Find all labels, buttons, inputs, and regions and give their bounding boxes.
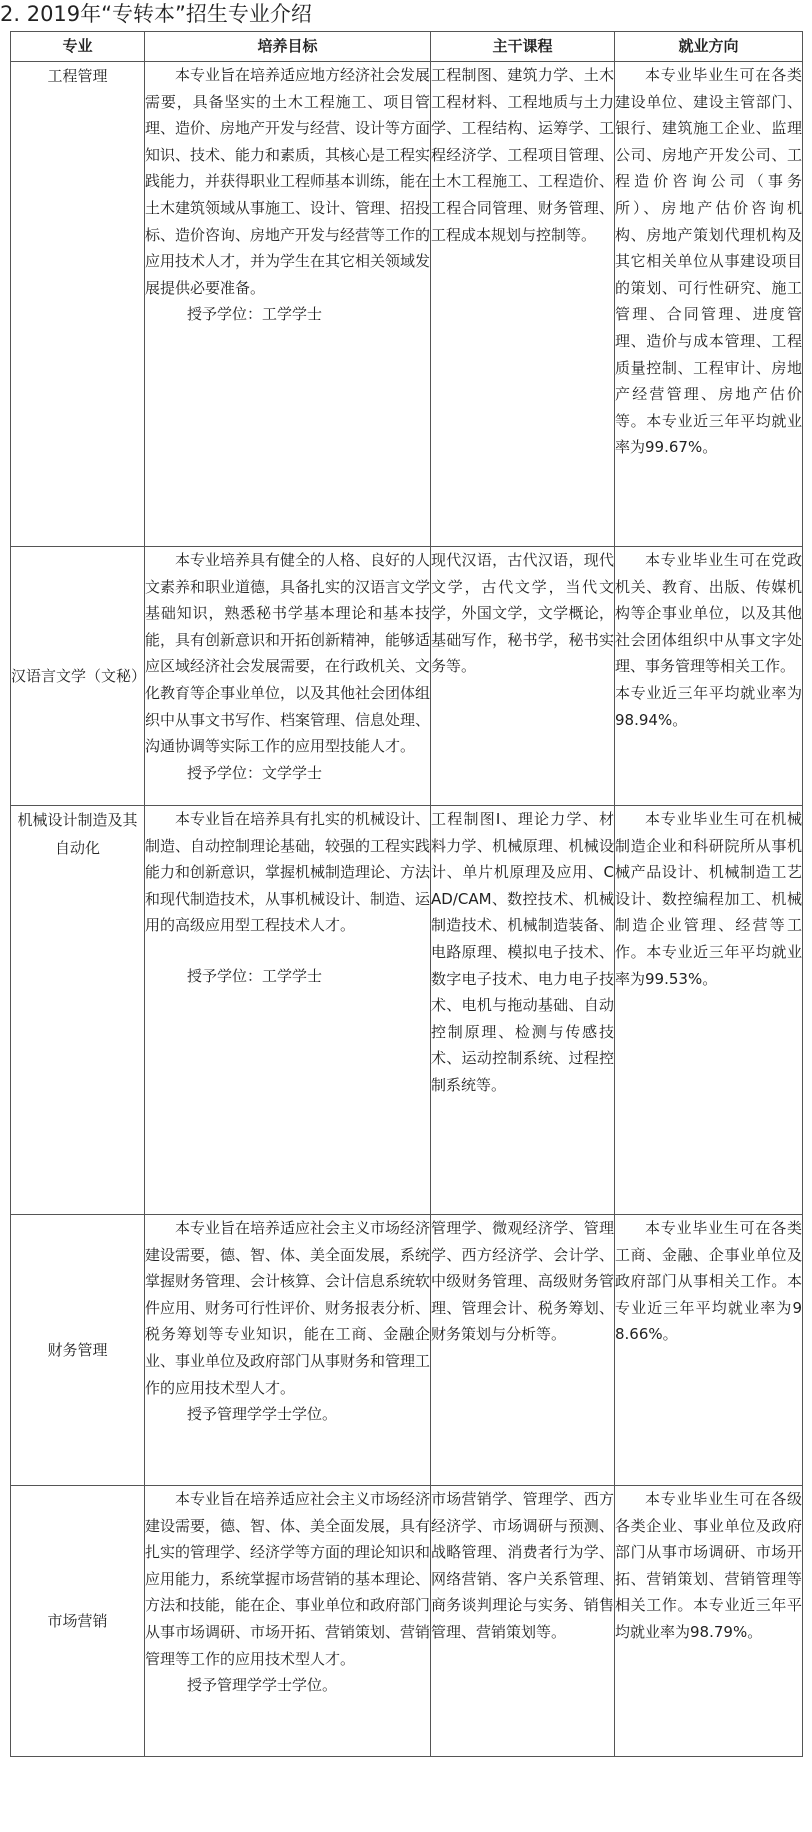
- major-name: 财务管理: [11, 1215, 145, 1486]
- employment-rate: 本专业近三年平均就业率为98.94%。: [615, 683, 802, 729]
- table-row: [11, 62, 803, 547]
- training-goal: 本专业旨在培养适应地方经济社会发展需要，具备坚实的土木工程施工、项目管理、造价、房地产开发与经营、设计等方面知识、技术、能力和素质，其核心是工程实践能力，并获得职业工程师基本训练，能在土木建筑领域从事施工、设计、管理、招投标、造价咨询、房地产开发与经营等工作的应用技术人才，并为学生在其它相关领域发展提供必要准备。: [145, 66, 431, 297]
- header-courses: 主干课程: [431, 32, 615, 62]
- table-row: [11, 1215, 803, 1486]
- degree-awarded: 授予学位：工学学士: [187, 305, 323, 324]
- major-name: 工程管理: [11, 62, 145, 547]
- core-courses: 工程制图、建筑力学、土木工程材料、工程地质与土力学、工程结构、运筹学、工程经济学、工程项目管理、土木工程施工、工程造价、工程合同管理、财务管理、工程成本规划与控制等。: [431, 62, 615, 547]
- table-row: [11, 547, 803, 806]
- employment-direction: 本专业毕业生可在各类工商、金融、企事业单位及政府部门从事相关工作。本专业近三年平均就业率为98.66%。: [615, 1219, 802, 1344]
- page-title: 2. 2019年“专转本”招生专业介绍: [0, 2, 312, 26]
- degree-awarded: 授予管理学学士学位。: [187, 1676, 338, 1695]
- header-employment: 就业方向: [615, 32, 803, 62]
- employment-direction: 本专业毕业生可在党政机关、教育、出版、传媒机构等企事业单位，以及其他社会团体组织中从事文字处理、事务管理等相关工作。: [615, 551, 802, 676]
- core-courses: 工程制图Ⅰ、理论力学、材料力学、机械原理、机械设计、单片机原理及应用、CAD/CAM、数控技术、机械制造技术、机械制造装备、电路原理、模拟电子技术、数字电子技术、电力电子技术、电机与拖动基础、自动控制原理、检测与传感技术、运动控制系统、过程控制系统等。: [431, 806, 615, 1215]
- training-goal: 本专业旨在培养适应社会主义市场经济建设需要，德、智、体、美全面发展，具有扎实的管理学、经济学等方面的理论知识和应用能力，系统掌握市场营销的基本理论、方法和技能，能在企、事业单位和政府部门从事市场调研、市场开拓、营销策划、营销管理等工作的应用技术型人才。: [145, 1490, 431, 1668]
- table-row: [11, 1486, 803, 1757]
- training-goal: 本专业培养具有健全的人格、良好的人文素养和职业道德，具备扎实的汉语言文学基础知识，熟悉秘书学基本理论和基本技能，具有创新意识和开拓创新精神，能够适应区域经济社会发展需要，在行政机关、文化教育等企事业单位，以及其他社会团体组织中从事文书写作、档案管理、信息处理、沟通协调等实际工作的应用型技能人才。: [145, 551, 431, 756]
- training-goal: 本专业旨在培养适应社会主义市场经济建设需要，德、智、体、美全面发展，系统掌握财务管理、会计核算、会计信息系统软件应用、财务可行性评价、财务报表分析、税务筹划等专业知识，能在工商、金融企业、事业单位及政府部门从事财务和管理工作的应用技术型人才。: [145, 1219, 431, 1397]
- core-courses: 市场营销学、管理学、西方经济学、市场调研与预测、战略管理、消费者行为学、网络营销、客户关系管理、商务谈判理论与实务、销售管理、营销策划等。: [431, 1486, 615, 1757]
- training-goal-cell: [145, 1215, 431, 1486]
- degree-awarded: 授予学位：工学学士: [187, 966, 323, 985]
- major-name: 机械设计制造及其自动化: [11, 806, 145, 1215]
- header-goal: 培养目标: [145, 32, 431, 62]
- table-row: [11, 806, 803, 1215]
- header-major: 专业: [11, 32, 145, 62]
- core-courses: 现代汉语，古代汉语，现代文学，古代文学，当代文学，外国文学，文学概论，基础写作，秘书学，秘书实务等。: [431, 547, 615, 806]
- training-goal-cell: [145, 806, 431, 1215]
- majors-table: [10, 31, 803, 1757]
- degree-awarded: 授予管理学学士学位。: [187, 1405, 338, 1424]
- employment-cell: [615, 62, 803, 547]
- major-name: 汉语言文学（文秘）: [11, 547, 145, 806]
- table-header-row: [11, 32, 803, 62]
- employment-cell: [615, 547, 803, 806]
- training-goal-cell: [145, 547, 431, 806]
- employment-cell: [615, 806, 803, 1215]
- training-goal-cell: [145, 1486, 431, 1757]
- employment-direction: 本专业毕业生可在各类建设单位、建设主管部门、银行、建筑施工企业、监理公司、房地产开发公司、工程造价咨询公司（事务所）、房地产估价咨询机构、房地产策划代理机构及其它相关单位从事建设项目的策划、可行性研究、施工管理、合同管理、进度管理、造价与成本管理、工程质量控制、工程审计、房地产经营管理、房地产估价等。本专业近三年平均就业率为99.67%。: [615, 66, 802, 457]
- degree-awarded: 授予学位：文学学士: [187, 763, 323, 782]
- training-goal-cell: [145, 62, 431, 547]
- employment-direction: 本专业毕业生可在各级各类企业、事业单位及政府部门从事市场调研、市场开拓、营销策划、营销管理等相关工作。本专业近三年平均就业率为98.79%。: [615, 1490, 802, 1641]
- employment-cell: [615, 1486, 803, 1757]
- major-name: 市场营销: [11, 1486, 145, 1757]
- training-goal: 本专业旨在培养具有扎实的机械设计、制造、自动控制理论基础，较强的工程实践能力和创新意识，掌握机械制造理论、方法和现代制造技术，从事机械设计、制造、运用的高级应用型工程技术人才。: [145, 810, 431, 935]
- employment-cell: [615, 1215, 803, 1486]
- employment-direction: 本专业毕业生可在机械制造企业和科研院所从事机械产品设计、机械制造工艺设计、数控编程加工、机械制造企业管理、经营等工作。本专业近三年平均就业率为99.53%。: [615, 810, 802, 988]
- core-courses: 管理学、微观经济学、管理学、西方经济学、会计学、中级财务管理、高级财务管理、管理会计、税务筹划、财务策划与分析等。: [431, 1215, 615, 1486]
